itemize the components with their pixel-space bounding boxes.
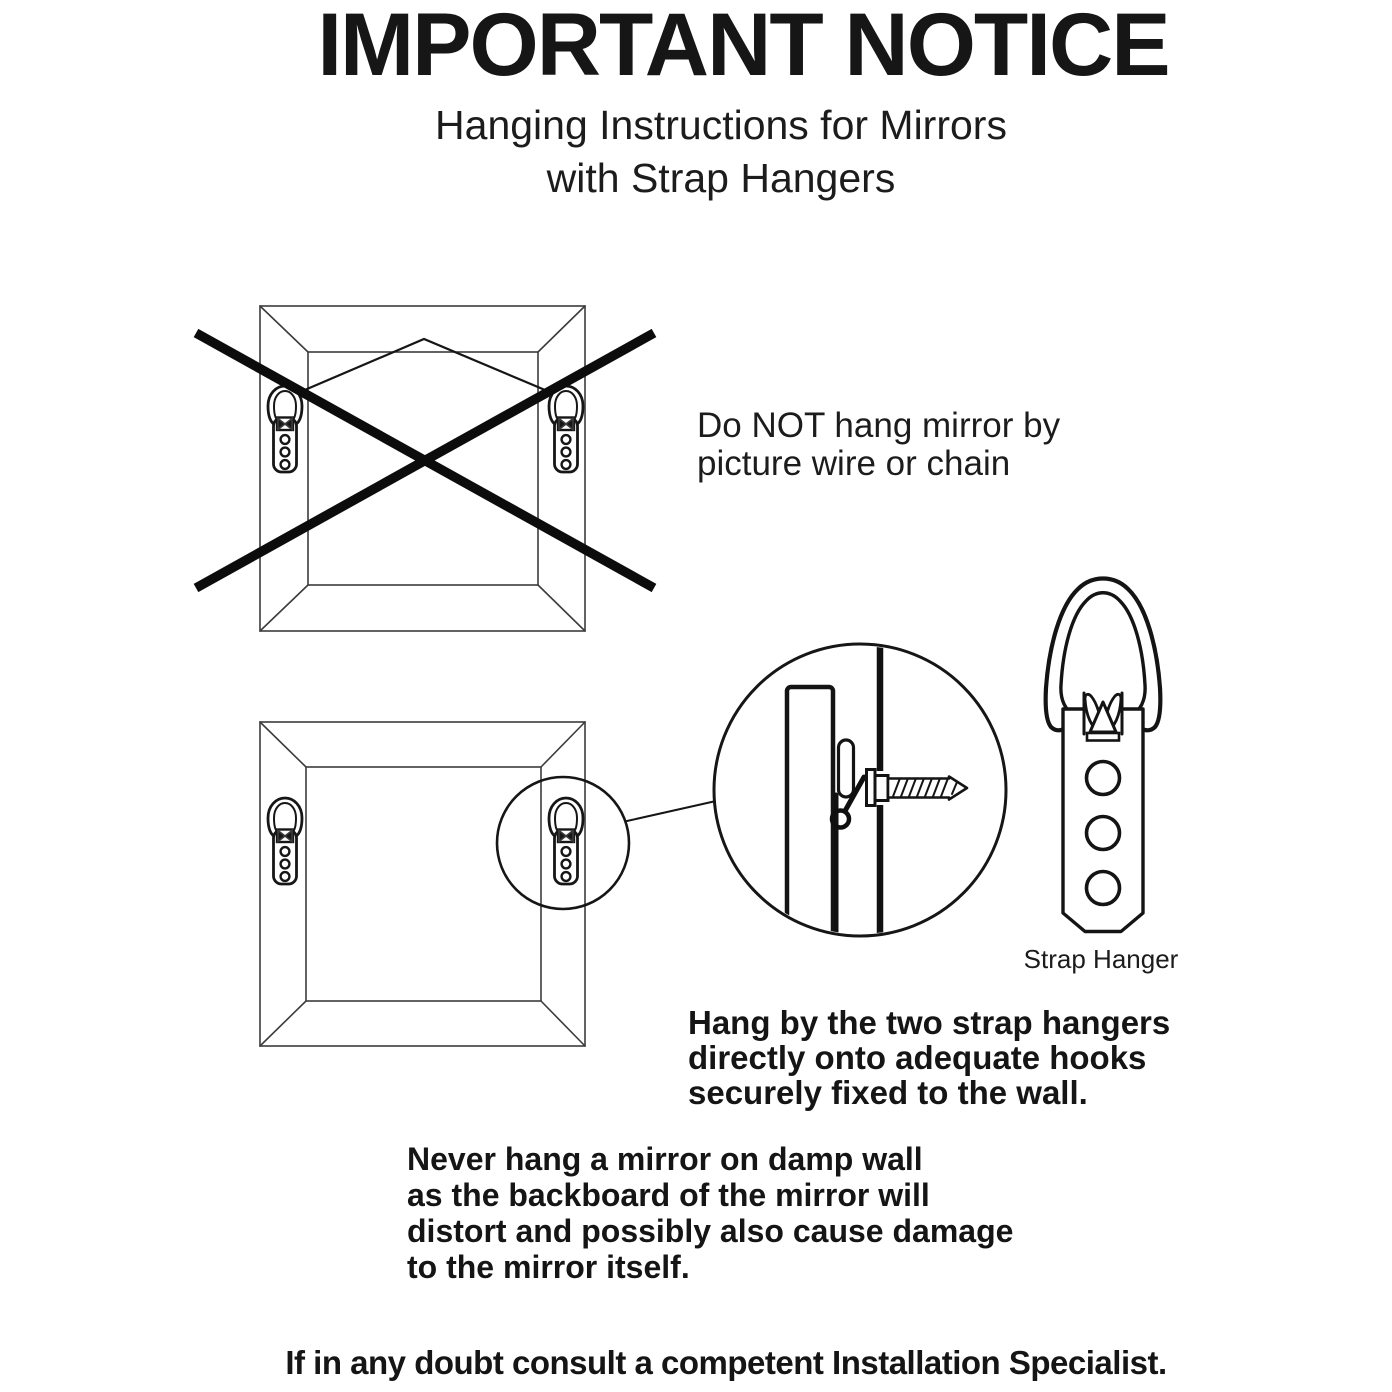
mirror-frame-inner xyxy=(306,767,541,1001)
strap-hanger-enlarged xyxy=(1046,579,1161,932)
subtitle-line: Hanging Instructions for Mirrors xyxy=(435,102,1007,148)
hanger-slot xyxy=(839,740,854,797)
hang-instruction-caption xyxy=(688,1005,1170,1110)
picture-wire xyxy=(286,339,564,398)
page-title: IMPORTANT NOTICE xyxy=(317,0,1169,94)
magnifier-leader-line xyxy=(627,801,716,821)
caption-line: Hang by the two strap hangers xyxy=(688,1004,1171,1041)
strap-hanger-icon xyxy=(268,386,302,472)
wire-warning-caption xyxy=(697,407,1060,483)
strap-hanger-icon xyxy=(268,798,302,884)
magnified-hook-detail xyxy=(714,640,1006,949)
mirror-frame-inner xyxy=(308,352,538,585)
page-subtitle xyxy=(50,99,1392,205)
strap-hanger-label: Strap Hanger xyxy=(1023,944,1179,974)
caption-line: to the mirror itself. xyxy=(407,1249,690,1285)
caption-line: distort and possibly also cause damage xyxy=(407,1213,1014,1249)
crossed-mirror-diagram xyxy=(196,306,654,631)
frame-profile xyxy=(787,687,833,949)
subtitle-line: with Strap Hangers xyxy=(546,155,896,201)
caption-line: picture wire or chain xyxy=(697,444,1011,483)
strap-hanger-icon xyxy=(549,386,583,472)
strap-hanger-icon xyxy=(549,798,583,884)
footer-advice: If in any doubt consult a competent Installation Specialist. xyxy=(285,1344,1167,1381)
correct-mirror-diagram xyxy=(260,722,716,1046)
caption-line: directly onto adequate hooks xyxy=(688,1039,1147,1076)
caption-line: as the backboard of the mirror will xyxy=(407,1177,930,1213)
mirror-frame-outer xyxy=(260,722,585,1046)
damp-wall-warning xyxy=(407,1141,1013,1285)
caption-line: Never hang a mirror on damp wall xyxy=(407,1141,923,1177)
caption-line: Do NOT hang mirror by xyxy=(697,406,1061,445)
caption-line: securely fixed to the wall. xyxy=(688,1074,1088,1111)
